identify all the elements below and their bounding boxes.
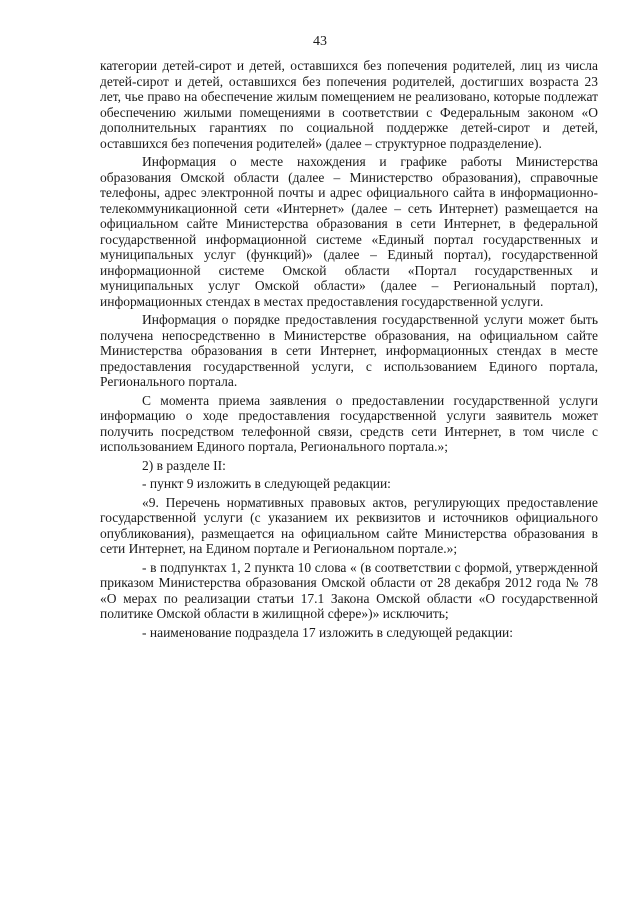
paragraph-item-ten-amend: - в подпунктах 1, 2 пункта 10 слова « (в соответствии с формой, утвержденной приказом Министерства образования Омской области от 28 декабря 2012 года № 78 «О мерах по реализации статьи 17.1 Закона Омской области «О государственной политике Омской области в жилищной сфере»)» исключить; xyxy=(100,559,598,621)
paragraph-section-two: 2) в разделе II: xyxy=(142,457,226,473)
paragraph-subsection-seventeen: - наименование подраздела 17 изложить в следующей редакции: xyxy=(142,624,514,640)
paragraph-ministry-info: Информация о месте нахождения и графике работы Министерства образования Омской области (далее – Министерство образования), справочные телефоны, адрес электронной почты и адрес официального сайта в информационно-телекоммуникационной сети «Интернет» (далее – сеть Интернет) размещается на официальном сайте Министерства образования в сети Интернет, в федеральной государственной информационной системе «Единый портал государственных и муниципальных услуг (функций)» (далее – Единый портал), государственной информационной системе Омской области «Портал государственных и муниципальных услуг Омской области» (далее – Региональный портал), информационных стендах в местах предоставления государственной услуги. xyxy=(100,154,598,309)
page-number: 43 xyxy=(313,34,327,49)
paragraph-continuation: категории детей-сирот и детей, оставшихся без попечения родителей, лиц из числа детей-сирот и детей, оставшихся без попечения родителей, достигших возраста 23 лет, чье право на обеспечение жилым помещением не реализовано, которые подлежат обеспечению жилыми помещениями в соответствии с Федеральным законом «О дополнительных гарантиях по социальной поддержке детей-сирот и детей, оставшихся без попечения родителей» (далее – структурное подразделение). xyxy=(100,58,598,151)
paragraph-item-nine-intro: - пункт 9 изложить в следующей редакции: xyxy=(142,476,391,491)
paragraph-service-procedure: Информация о порядке предоставления государственной услуги может быть получена непосредственно в Министерстве образования, на официальном сайте Министерства образования в сети Интернет, информационных стендах в месте предоставления государственной услуги, с использованием Единого портала, Регионального портала. xyxy=(100,312,598,389)
paragraph-application-progress: С момента приема заявления о предоставлении государственной услуги информацию о ходе предоставления государственной услуги заявитель может получить посредством телефонной связи, средств сети Интернет, в том числе с использованием Единого портала, Регионального портала.»; xyxy=(100,392,598,454)
document-body xyxy=(100,58,598,643)
paragraph-item-nine-text: «9. Перечень нормативных правовых актов, регулирующих предоставление государственной услуги (с указанием их реквизитов и источников официального опубликования), размещается на официальном сайте Министерства образования в сети Интернет, на Едином портале и Региональном портале.»; xyxy=(100,494,598,556)
